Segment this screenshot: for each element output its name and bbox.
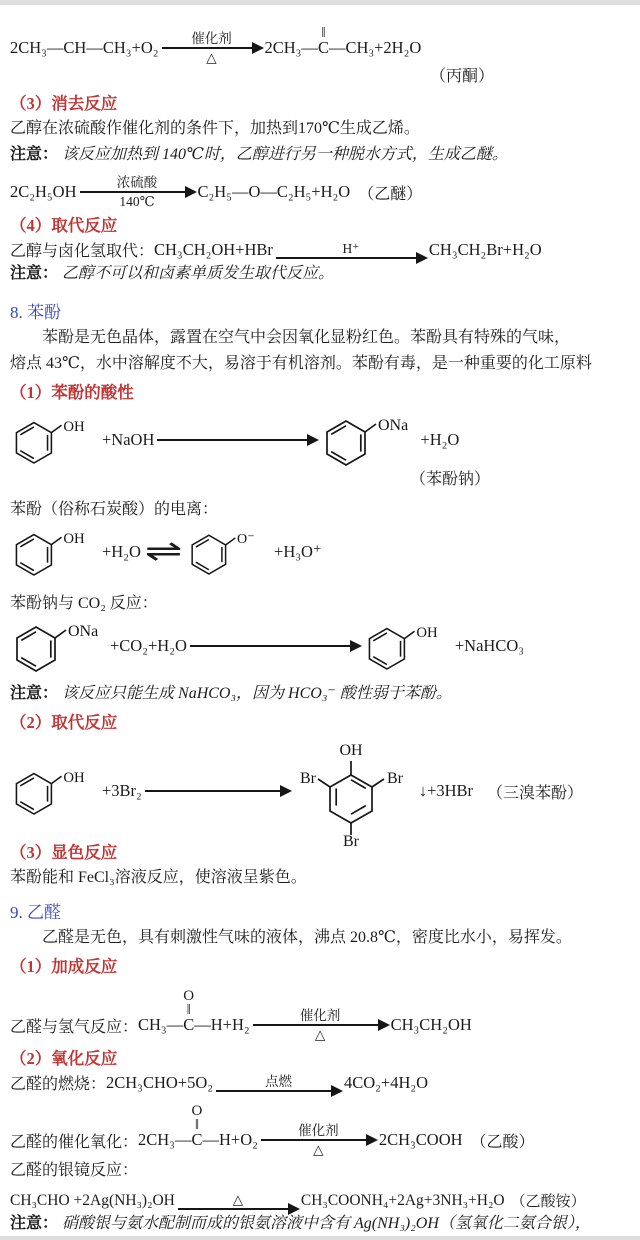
equation-rhs: CH₃CH₂Br+H₂O: [428, 239, 542, 259]
arrow-shaft-icon: [216, 1090, 341, 1092]
equation-lhs-pre: CH₃—: [138, 1015, 184, 1034]
oxygen-label: O: [191, 1103, 203, 1120]
arrow-shaft-icon: [178, 1208, 298, 1210]
heading-color-reaction: （3）显色反应: [10, 843, 118, 862]
section-heading-phenol: 8. 苯酚: [10, 303, 61, 322]
benzene-ring: [10, 523, 102, 581]
br-bottom-label: Br: [342, 833, 359, 850]
carbonyl-carbon-stack: [183, 988, 195, 1035]
paragraph-phenol-1: 苯酚是无色晶体，露置在空气中会因氧化显粉红色。苯酚具有特殊的气味，: [42, 329, 571, 346]
lead-ionization: 苯酚（俗称石炭酸）的电离：: [10, 501, 219, 518]
arrow-condition-bottom: 140℃: [119, 194, 155, 209]
equation-catalytic-oxidation: [10, 1094, 638, 1158]
double-bond-glyph: ‖: [194, 1117, 200, 1134]
arrow-condition-top: 浓硫酸: [116, 175, 158, 190]
benzene-ring: [10, 762, 102, 820]
equation-lhs: CH₃CHO +2Ag(NH₃)₂OH: [10, 1191, 175, 1209]
paragraph-phenol-2: 熔点 43℃，水中溶解度不大，易溶于有机溶剂。苯酚有毒，是一种重要的化工原料: [10, 355, 592, 372]
equation-rhs: 2CH₃COOH: [378, 1130, 463, 1149]
equation-rhs-pre: 2CH₃—: [264, 38, 318, 57]
benzene-ring: [320, 411, 420, 469]
equation-lhs-post: —H+H₂: [194, 1015, 250, 1034]
reaction-arrow: [80, 174, 195, 210]
note-text: 该反应只能生成 NaHCO₃，因为 HCO₃⁻ 酸性弱于苯酚。: [62, 685, 452, 702]
ring-substituent-label: OH: [63, 418, 85, 435]
equation-combustion: [10, 1071, 638, 1094]
equation-phenol-naoh: [10, 411, 638, 469]
benzene-ring: [10, 411, 102, 469]
equation-byproduct: +NaHCO₃: [454, 636, 525, 655]
equation-byproduct: +H₃O⁺: [274, 542, 322, 561]
reaction-arrow: [276, 240, 426, 259]
page-bottom-edge: [0, 1236, 640, 1240]
arrow-condition-top: △: [232, 1192, 244, 1207]
product-name-acetic-acid: （乙酸）: [470, 1133, 535, 1151]
arrow-shaft-icon: [253, 1024, 388, 1026]
carbonyl-oxygen-mark: [192, 1104, 203, 1132]
equation-acetone-oxidation: [10, 14, 638, 66]
carbon-label: C: [191, 1130, 203, 1149]
oh-label: OH: [339, 742, 363, 759]
ring-substituent-label: OH: [416, 624, 438, 641]
ring-substituent-label: ONa: [68, 623, 99, 640]
heading-phenol-substitution: （2）取代反应: [10, 713, 118, 732]
equation-rhs-post: —CH₃+2H₂O: [328, 38, 422, 57]
paragraph-elimination: 乙醇在浓硫酸作催化剂的条件下，加热到170℃生成乙烯。: [10, 120, 420, 137]
reaction-arrow: [253, 1007, 388, 1043]
equation-hbr-substitution: [10, 238, 638, 261]
arrow-condition-top: 点燃: [265, 1074, 292, 1089]
note-line-substitution: [10, 261, 638, 287]
heading-elimination: （3）消去反应: [10, 94, 118, 113]
heading-substitution-ethanol: （4）取代反应: [10, 216, 118, 235]
reaction-arrow: [145, 790, 290, 792]
equilibrium-arrow-icon: ⇌: [144, 534, 183, 569]
equation-rhs: C₂H₅—O—C₂H₅+H₂O: [197, 182, 351, 201]
equation-phenol-ionization: [10, 523, 638, 581]
arrow-condition-top: 催化剂: [298, 1123, 339, 1138]
benzene-ring: [186, 523, 274, 581]
note-text: 乙醇不可以和卤素单质发生取代反应。: [62, 265, 335, 282]
heading-addition: （1）加成反应: [10, 957, 118, 976]
benzene-ring: [10, 617, 110, 675]
product-name-ether: （乙醚）: [358, 185, 423, 203]
equation-lead: 乙醇与卤化氢取代：: [10, 243, 155, 260]
tribromophenol-structure: [293, 735, 413, 850]
section-heading-acetaldehyde: 9. 乙醛: [10, 903, 61, 922]
ring-substituent-label: OH: [63, 530, 85, 547]
br-right-label: Br: [386, 770, 403, 787]
equation-byproduct: +H₂O: [420, 430, 460, 449]
equation-hydrogenation: [10, 979, 638, 1043]
reaction-arrow: [157, 439, 317, 441]
equation-rhs: CH₃CH₂OH: [390, 1015, 472, 1034]
arrow-condition-bottom: △: [206, 50, 217, 65]
carbonyl-carbon-stack: [317, 25, 329, 58]
arrow-shaft-icon: [157, 439, 317, 441]
equation-lhs: 2CH₃—CH—CH₃+O₂: [10, 38, 159, 57]
equation-lhs-post: —H+O₂: [202, 1130, 258, 1149]
note-line-silver: [10, 1211, 638, 1237]
reaction-arrow: [190, 645, 360, 647]
equation-lhs: CH₃CH₂OH+HBr: [154, 239, 273, 259]
equation-lead: 乙醛的燃烧：: [10, 1076, 107, 1093]
carbonyl-carbon-stack: [191, 1103, 203, 1150]
equation-reagent: +3Br₂: [102, 781, 142, 800]
lead-silver-mirror: 乙醛的银镜反应：: [10, 1162, 139, 1179]
reaction-arrow: [178, 1191, 298, 1210]
arrow-shaft-icon: [162, 47, 262, 49]
reaction-arrow: [162, 30, 262, 66]
arrow-shaft-icon: [261, 1139, 376, 1141]
ring-substituent-label: ONa: [378, 417, 409, 434]
heading-phenol-acidity: （1）苯酚的酸性: [10, 383, 134, 402]
equation-tail: ↓+3HBr: [418, 781, 474, 800]
arrow-condition-top: 催化剂: [191, 31, 232, 46]
product-name-tribromophenol: （三溴苯酚）: [487, 784, 584, 802]
equation-silver-mirror: [10, 1184, 638, 1211]
heading-oxidation: （2）氧化反应: [10, 1049, 118, 1068]
note-line-elimination: [10, 142, 638, 168]
note-line-co2: [10, 681, 638, 707]
product-name-acetone: （丙酮）: [430, 68, 495, 85]
lead-co2-reaction: 苯酚钠与 CO₂ 反应：: [10, 595, 158, 612]
arrow-shaft-icon: [276, 257, 426, 259]
carbon-label: C: [183, 1015, 195, 1034]
ring-substituent-label: OH: [63, 769, 85, 786]
note-label: 注意：: [10, 265, 59, 282]
reaction-arrow: [216, 1073, 341, 1092]
note-label: 注意：: [10, 146, 59, 163]
equation-lhs: 2C₂H₅OH: [10, 182, 77, 201]
double-bond-glyph: ‖: [321, 25, 326, 42]
arrow-condition-top: H⁺: [342, 241, 360, 256]
page-top-edge: [0, 0, 640, 5]
note-label: 注意：: [10, 1215, 59, 1232]
equation-rhs: CH₃COONH₄+2Ag+3NH₃+H₂O: [300, 1191, 505, 1209]
equation-lhs-pre: 2CH₃—: [138, 1130, 192, 1149]
equation-reagent: +CO₂+H₂O: [110, 636, 187, 655]
equation-rhs: 4CO₂+4H₂O: [344, 1072, 429, 1092]
arrow-shaft-icon: [190, 645, 360, 647]
benzene-ring: [363, 617, 455, 675]
paragraph-acetaldehyde: 乙醛是无色，具有刺激性气味的液体，沸点 20.8℃，密度比水小，易挥发。: [42, 929, 572, 946]
equation-lhs: 2CH₃CHO+5O₂: [106, 1072, 213, 1092]
equation-lead: 乙醛的催化氧化：: [10, 1133, 139, 1151]
note-text: 硝酸银与氨水配制而成的银氨溶液中含有 Ag(NH₃)₂OH（氢氧化二氨合银），: [62, 1215, 591, 1232]
carbon-label: C: [317, 38, 329, 57]
equation-reagent: +H₂O: [102, 542, 141, 561]
ring-substituent-label: O⁻: [237, 531, 255, 548]
equation-phenolate-co2: [10, 617, 638, 675]
arrow-shaft-icon: [80, 191, 195, 193]
equation-reagent: +NaOH: [102, 430, 155, 449]
arrow-condition-bottom: △: [314, 1027, 326, 1042]
reaction-arrow: [261, 1122, 376, 1158]
equation-ether: [10, 174, 638, 210]
double-bond-mark: [321, 26, 325, 40]
double-bond-glyph: ‖: [186, 1002, 191, 1019]
arrow-shaft-icon: [145, 790, 290, 792]
product-name-ammonium-acetate: （乙酸铵）: [510, 1194, 586, 1210]
arrow-condition-top: 催化剂: [299, 1008, 341, 1023]
arrow-condition-bottom: △: [313, 1142, 324, 1157]
br-left-label: Br: [299, 770, 316, 787]
equation-phenol-bromine: [10, 735, 638, 850]
note-text: 该反应加热到 140℃时，乙醇进行另一种脱水方式，生成乙醚。: [62, 146, 508, 163]
carbonyl-oxygen-mark: [183, 989, 194, 1017]
equation-lead: 乙醛与氢气反应：: [10, 1018, 139, 1036]
oxygen-label: O: [183, 988, 195, 1005]
note-label: 注意：: [10, 685, 59, 702]
paragraph-color-reaction: 苯酚能和 FeCl₃溶液反应，使溶液呈紫色。: [10, 869, 307, 886]
product-name-sodium-phenolate: （苯酚钠）: [410, 471, 491, 488]
